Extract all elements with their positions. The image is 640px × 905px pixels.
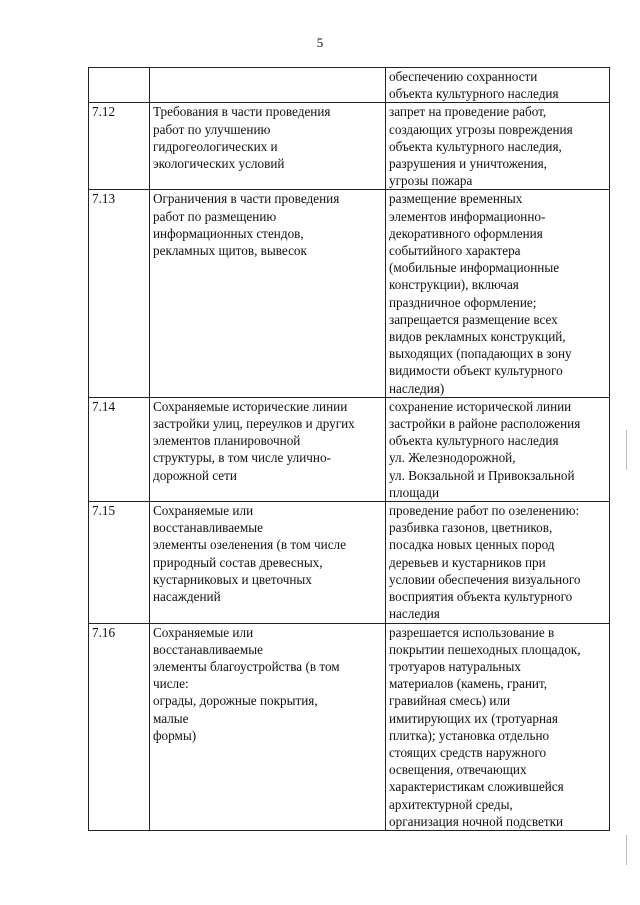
table-row — [89, 190, 610, 397]
row-requirement-cell: запрет на проведение работ, создающих угрозы повреждения объекта культурного наследия, разрушения и уничтожения, угрозы пожара — [386, 103, 610, 190]
row-number-cell: 7.14 — [89, 397, 150, 501]
row-requirement-cell: разрешается использование в покрытии пешеходных площадок, тротуаров натуральных материалов (камень, гранит, гравийная смесь) или имитирующих их (тротуарная плитка); установка отдельно стоящих средств наружного освещения, отвечающих характеристикам сложившейся архитектурной среды, организация ночной подсветки — [386, 623, 610, 830]
row-requirement-cell: проведение работ по озеленению: разбивка газонов, цветников, посадка новых ценных пород деревьев и кустарников при условии обеспечения визуального восприятия объекта культурного наследия — [386, 502, 610, 623]
page-number: 5 — [316, 35, 324, 50]
row-requirement-cell: обеспечению сохранности объекта культурного наследия — [386, 68, 610, 103]
row-number-cell — [89, 68, 150, 103]
row-name-cell: Сохраняемые или восстанавливаемые элементы благоустройства (в том числе: ограды, дорожные покрытия, малые формы) — [150, 623, 386, 830]
table-row — [89, 502, 610, 623]
row-name-cell: Ограничения в части проведения работ по размещению информационных стендов, рекламных щитов, вывесок — [150, 190, 386, 397]
row-requirement-cell: размещение временных элементов информационно- декоративного оформления событийного характера (мобильные информационные конструкции), включая праздничное оформление; запрещается размещение всех видов рекламных конструкций, выходящих (попадающих в зону видимости объект культурного наследия) — [386, 190, 610, 397]
table-row — [89, 68, 610, 103]
row-number-cell: 7.12 — [89, 103, 150, 190]
row-requirement-cell: сохранение исторической линии застройки в районе расположения объекта культурного наследия ул. Железнодорожной, ул. Вокзальной и Привокзальной площади — [386, 397, 610, 501]
row-name-cell — [150, 68, 386, 103]
row-number-cell: 7.13 — [89, 190, 150, 397]
row-number-cell: 7.15 — [89, 502, 150, 623]
table-row — [89, 397, 610, 501]
row-name-cell: Сохраняемые исторические линии застройки улиц, переулков и других элементов планировочной структуры, в том числе улично- дорожной сети — [150, 397, 386, 501]
row-number-cell: 7.16 — [89, 623, 150, 830]
scan-edge-mark — [626, 835, 627, 865]
scan-edge-mark — [626, 430, 627, 470]
row-name-cell: Сохраняемые или восстанавливаемые элементы озеленения (в том числе природный состав древесных, кустарниковых и цветочных насаждений — [150, 502, 386, 623]
table-row — [89, 103, 610, 190]
table-row — [89, 623, 610, 830]
requirements-table — [88, 67, 610, 831]
row-name-cell: Требования в части проведения работ по улучшению гидрогеологических и экологических условий — [150, 103, 386, 190]
